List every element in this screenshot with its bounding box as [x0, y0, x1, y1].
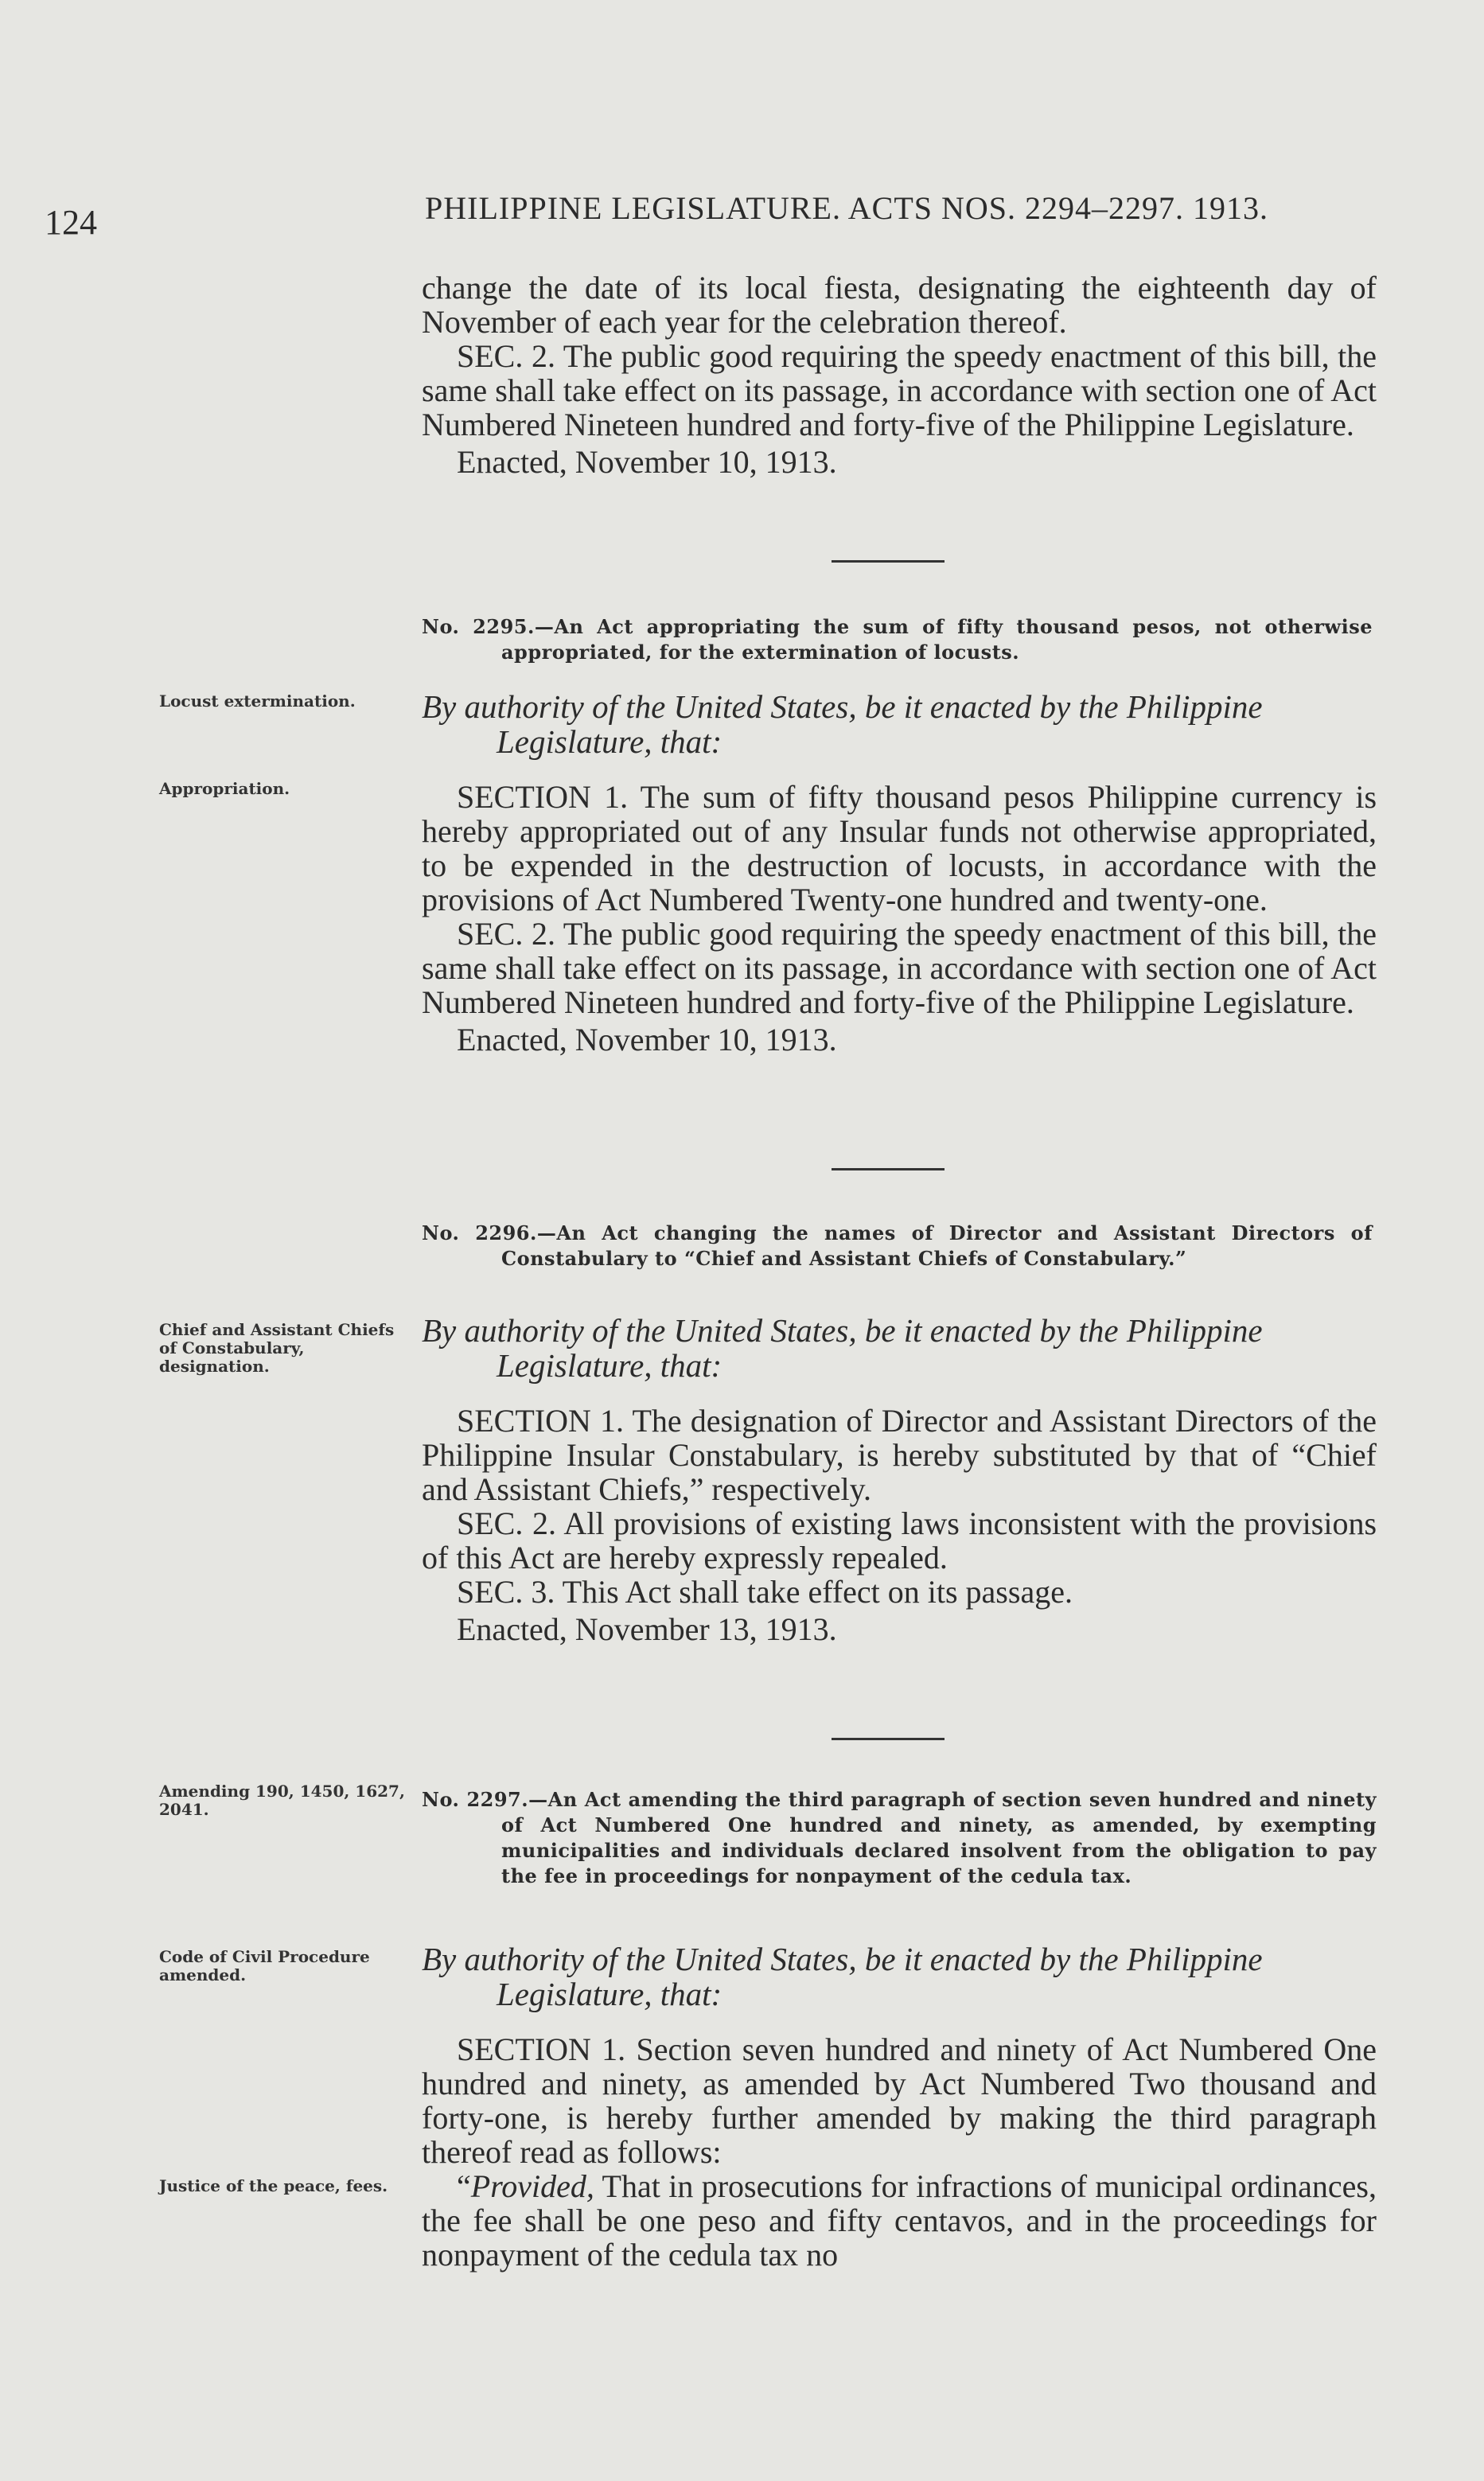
enacted-date: Enacted, November 10, 1913. — [457, 444, 837, 480]
act-2297-body — [422, 1942, 1377, 2272]
margin-note-constabulary: Chief and Assistant Chiefs of Constabulary, designation. — [159, 1320, 395, 1376]
act-2296-body — [422, 1313, 1377, 1646]
margin-note-appropriation: Appropriation. — [159, 779, 290, 798]
section-text: The sum of fifty thousand pesos Philippine currency is hereby appropriated out of any Insular funds not otherwise appropriated, to be expended in the destruction of locusts, in accordance with the provisions of Act Numbered Twenty-one hundred and twenty-one. — [422, 779, 1377, 917]
section-text: The designation of Director and Assistant Directors of the Philippine Insular Constabulary, is hereby substituted by that of “Chief and Assistant Chiefs,” respectively. — [422, 1403, 1377, 1507]
section-label: SEC. 2. — [457, 1505, 556, 1541]
separator-rule — [832, 560, 945, 563]
enacted-date: Enacted, November 13, 1913. — [457, 1611, 837, 1647]
section-text: The public good requiring the speedy enactment of this bill, the same shall take effect on its passage, in accordance with section one of Act Numbered Nineteen hundred and forty-five of the Philippine Legislature. — [422, 916, 1377, 1020]
quote-open: “ — [457, 2168, 471, 2204]
section-paragraph — [422, 917, 1377, 1019]
section-paragraph — [422, 1575, 1377, 1609]
margin-note-justice: Justice of the peace, fees. — [159, 2176, 388, 2195]
act-title: No. 2295.—An Act appropriating the sum of fifty thousand pesos, not otherwise appropriated, for the extermination of locusts. — [422, 615, 1373, 664]
act-2296-heading — [422, 1221, 1373, 1272]
previous-act-continuation — [422, 271, 1377, 479]
margin-note-civil-procedure: Code of Civil Procedure amended. — [159, 1947, 370, 1984]
margin-note-locust: Locust extermination. — [159, 691, 356, 711]
section-text: All provisions of existing laws inconsistent with the provisions of this Act are hereby expressly repealed. — [422, 1505, 1377, 1575]
section-text: This Act shall take effect on its passage. — [555, 1574, 1073, 1610]
enacting-clause: By authority of the United States, be it enacted by the Philippine Legislature, that: — [422, 1941, 1263, 2012]
separator-rule — [832, 1168, 945, 1170]
section-text: Section seven hundred and ninety of Act Numbered One hundred and ninety, as amended by Act Numbered Two thousand and forty-one, is hereby further amended by making the third paragraph thereof read as follows: — [422, 2031, 1377, 2170]
running-head: PHILIPPINE LEGISLATURE. ACTS NOS. 2294–2297. 1913. — [425, 190, 1269, 226]
section-paragraph — [422, 1506, 1377, 1575]
section-paragraph — [422, 2032, 1377, 2169]
section-label: SEC. 3. — [457, 1574, 555, 1610]
enacted-date: Enacted, November 10, 1913. — [457, 1022, 837, 1057]
section-paragraph — [422, 1404, 1377, 1506]
act-title: No. 2297.—An Act amending the third paragraph of section seven hundred and ninety of Act Numbered One hundred and ninety, as amended, by exempting municipalities and individuals declared insolvent from the obligation to pay the fee in proceedings for nonpayment of the cedula tax. — [422, 1788, 1377, 1887]
provided-word: Provided, — [470, 2168, 594, 2204]
section-paragraph — [422, 339, 1377, 442]
section-text: The public good requiring the speedy enactment of this bill, the same shall take effect on its passage, in accordance with section one of Act Numbered Nineteen hundred and forty-five of the Philippine Legislature. — [422, 338, 1377, 442]
section-label: SEC. 2. — [457, 338, 555, 374]
section-label: SEC. 2. — [457, 916, 555, 952]
quoted-paragraph — [422, 2169, 1377, 2272]
act-2295-heading — [422, 614, 1373, 665]
margin-note-amending: Amending 190, 1450, 1627, 2041. — [159, 1782, 405, 1819]
section-paragraph — [422, 780, 1377, 917]
section-label: SECTION 1. — [457, 1403, 625, 1439]
quoted-text: That in prosecutions for infractions of municipal ordinances, the fee shall be one peso and fifty centavos, and in the proceedings for nonpayment of the cedula tax no — [422, 2168, 1377, 2273]
section-label: SECTION 1. — [457, 2031, 626, 2067]
enacting-clause: By authority of the United States, be it enacted by the Philippine Legislature, that: — [422, 688, 1263, 760]
act-2295-body — [422, 689, 1377, 1057]
enacting-clause: By authority of the United States, be it enacted by the Philippine Legislature, that: — [422, 1312, 1263, 1384]
page-number: 124 — [45, 203, 97, 242]
act-2297-heading — [422, 1787, 1377, 1889]
act-title: No. 2296.—An Act changing the names of Director and Assistant Directors of Constabulary to “Chief and Assistant Chiefs of Constabulary.” — [422, 1221, 1373, 1270]
paragraph: change the date of its local fiesta, designating the eighteenth day of November of each year for the celebration thereof. — [422, 270, 1377, 340]
section-label: SECTION 1. — [457, 779, 629, 815]
separator-rule — [832, 1738, 945, 1740]
